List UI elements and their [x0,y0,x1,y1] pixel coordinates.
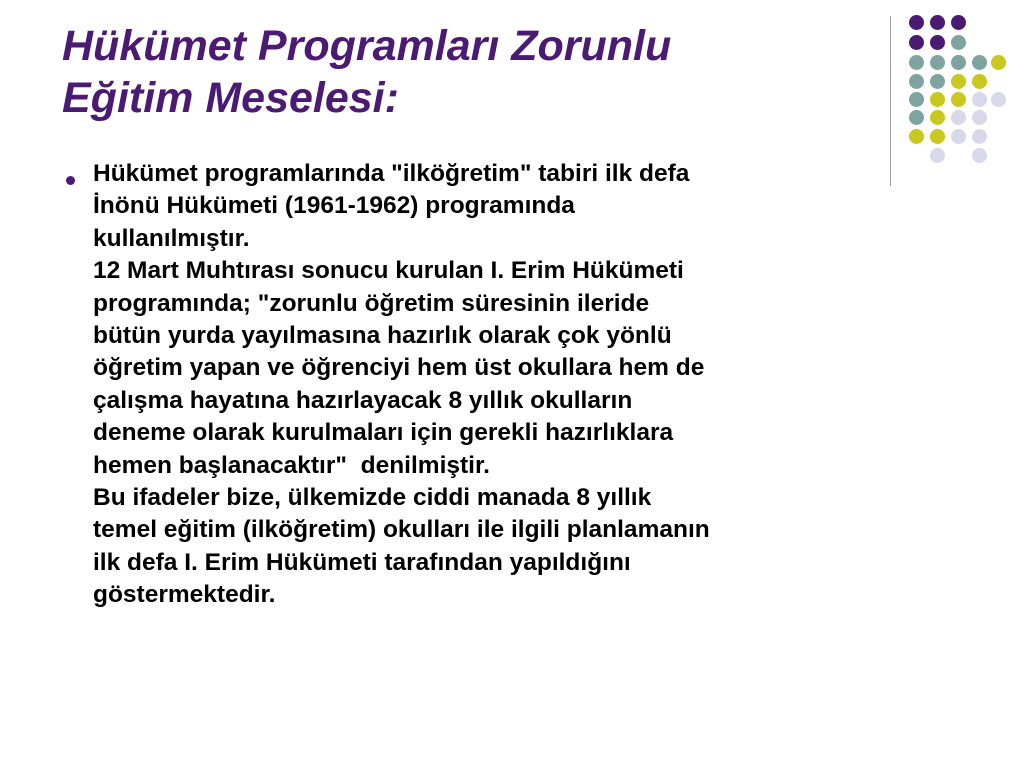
body-line: temel eğitim (ilköğretim) okulları ile ilgili planlamanın [93,516,710,544]
bullet-item [62,158,962,612]
decorative-dot [972,92,987,107]
body-line: Bu ifadeler bize, ülkemizde ciddi manada 8 yıllık [93,484,652,512]
body-line: kullanılmıştır. [93,224,250,252]
decorative-dot [951,35,966,50]
body-line: programında; "zorunlu öğretim süresinin ileride [93,289,650,317]
body-line: öğretim yapan ve öğrenciyi hem üst okullara hem de [93,354,705,382]
decorative-dot [951,55,966,70]
decorative-dot [930,35,945,50]
decorative-dot [909,15,924,30]
bullet-list [62,158,962,612]
bullet-text [93,158,962,612]
decorative-dot [972,55,987,70]
decorative-dot [972,110,987,125]
decorative-dot [909,74,924,89]
body-line: çalışma hayatına hazırlayacak 8 yıllık okulların [93,386,633,414]
decorative-dot [909,55,924,70]
body-line: İnönü Hükümeti (1961-1962) programında [93,192,575,220]
body-line: deneme olarak kurulmaları için gerekli hazırlıklara [93,419,674,447]
slide-title [62,20,872,124]
decorative-dot [972,129,987,144]
decorative-dot [991,55,1006,70]
body-line: hemen başlanacaktır" denilmiştir. [93,451,490,479]
body-line: Hükümet programlarında "ilköğretim" tabiri ilk defa [93,160,690,187]
decorative-dot [909,92,924,107]
decorative-dot [951,92,966,107]
decorative-dot [930,74,945,89]
decorative-dot [951,110,966,125]
decorative-dot [930,92,945,107]
decorative-dot [951,15,966,30]
decorative-dot [909,129,924,144]
body-line: ilk defa I. Erim Hükümeti tarafından yapıldığını [93,548,631,576]
body-line: göstermektedir. [93,581,276,609]
decorative-dot [930,55,945,70]
body-line: bütün yurda yayılmasına hazırlık olarak çok yönlü [93,322,672,350]
slide-title-line-2: Eğitim Meselesi: [62,74,399,122]
decorative-dot [930,129,945,144]
decorative-dot [951,129,966,144]
decorative-dot [930,15,945,30]
decorative-dot [909,110,924,125]
decorative-dot [951,74,966,89]
decorative-dot [991,92,1006,107]
decorative-dot [972,148,987,163]
decorative-dot [930,110,945,125]
decorative-dot [972,74,987,89]
bullet-dot [66,176,75,185]
decorative-dot [909,35,924,50]
body-line: 12 Mart Muhtırası sonucu kurulan I. Erim Hükümeti [93,257,684,285]
slide-title-line-1: Hükümet Programları Zorunlu [62,22,672,70]
